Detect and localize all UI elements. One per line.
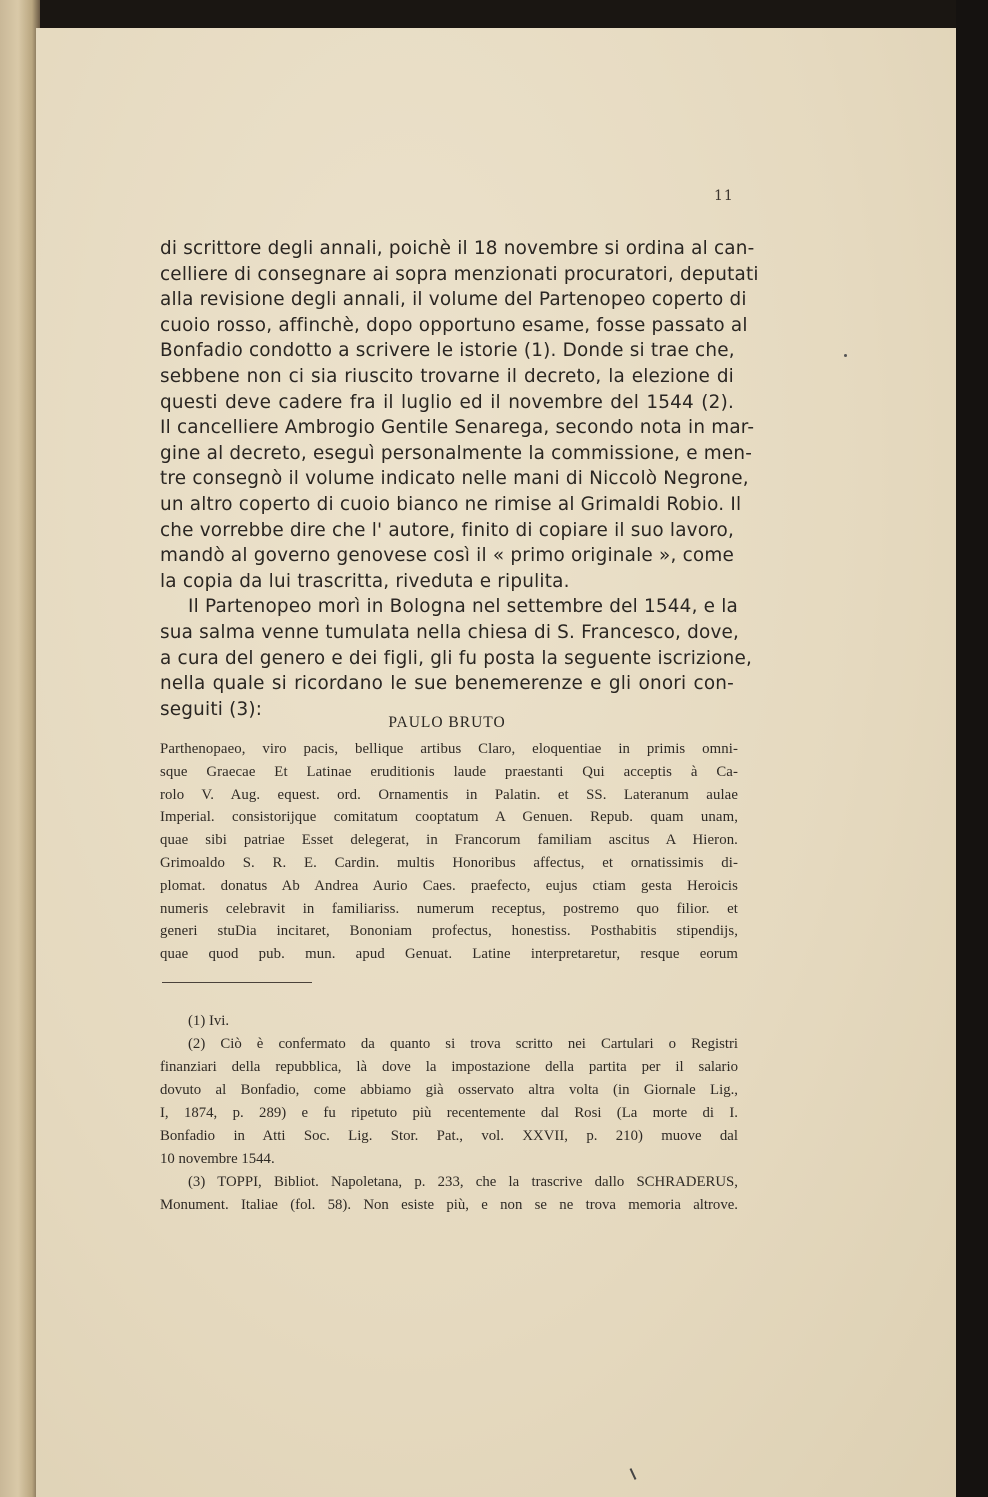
- inscription-line: numeris celebravit in familiariss. numerum receptus, postremo quo filior. et: [160, 900, 738, 917]
- inscription-line: quae quod pub. mun. apud Genuat. Latine interpretaretur, resque eorum: [160, 946, 738, 963]
- footnote-1: (1) Ivi.: [188, 1013, 230, 1029]
- body-line: mandò al governo genovese così il « primo originale », come: [160, 545, 734, 567]
- inscription-title: PAULO BRUTO: [388, 714, 506, 731]
- inscription-line: Parthenopaeo, viro pacis, bellique artibus Claro, eloquentiae in primis omni-: [160, 741, 738, 757]
- book-gutter: [0, 0, 40, 1497]
- body-line: sua salma venne tumulata nella chiesa di S. Francesco, dove,: [160, 621, 740, 643]
- page-right-edge: [956, 0, 988, 1497]
- footnote-2-line: 10 novembre 1544.: [160, 1151, 275, 1167]
- footnotes: [160, 1010, 738, 1217]
- body-line: tre consegnò il volume indicato nelle mani di Niccolò Negrone,: [160, 468, 749, 490]
- footnote-2-line: I, 1874, p. 289) e fu ripetuto più recentemente dal Rosi (La morte di I.: [160, 1105, 738, 1121]
- footnote-divider: [162, 982, 312, 983]
- body-line: celliere di consegnare ai sopra menzionati procuratori, deputati: [160, 263, 759, 285]
- inscription-line: sque Graecae Et Latinae eruditionis laude praestanti Qui acceptis à Ca-: [160, 763, 738, 780]
- body-line: Bonfadio condotto a scrivere le istorie (1). Donde si trae che,: [160, 340, 735, 362]
- body-line: a cura del genero e dei figli, gli fu posta la seguente iscrizione,: [160, 647, 753, 669]
- inscription-line: rolo V. Aug. equest. ord. Ornamentis in Palatin. et SS. Lateranum aulae: [160, 786, 738, 803]
- inscription-line: quae sibi patriae Esset delegerat, in Francorum familiam ascitus A Hieron.: [160, 832, 738, 849]
- body-line: questi deve cadere fra il luglio ed il novembre del 1544 (2).: [160, 391, 734, 413]
- inscription-line: generi stuDia incitaret, Bononiam profectus, honestiss. Posthabitis stipendijs,: [160, 923, 738, 940]
- footnote-2-line: finanziari della repubblica, là dove la impostazione della partita per il salario: [160, 1059, 738, 1075]
- inscription-line: Grimoaldo S. R. E. Cardin. multis Honoribus affectus, et ornatissimis di-: [160, 854, 738, 871]
- inscription-line: plomat. donatus Ab Andrea Aurio Caes. praefecto, eujus ctiam gesta Heroicis: [160, 877, 738, 894]
- inscription-line: Imperial. consistorijque comitatum cooptatum A Genuen. Repub. quam unam,: [160, 809, 738, 826]
- inscription-text: [160, 738, 738, 966]
- body-line: di scrittore degli annali, poichè il 18 novembre si ordina al can-: [160, 238, 755, 259]
- body-text: [160, 236, 759, 722]
- body-line: alla revisione degli annali, il volume del Partenopeo coperto di: [160, 289, 747, 311]
- body-line: Il cancelliere Ambrogio Gentile Senarega, secondo nota in mar-: [160, 417, 755, 439]
- body-line: Il Partenopeo morì in Bologna nel settembre del 1544, e la: [188, 596, 739, 618]
- body-line: seguiti (3):: [160, 698, 263, 720]
- body-line: un altro coperto di cuoio bianco ne rimise al Grimaldi Robio. Il: [160, 493, 742, 515]
- body-line: cuoio rosso, affinchè, dopo opportuno esame, fosse passato al: [160, 314, 748, 336]
- footnote-2-line: (2) Ciò è confermato da quanto si trova scritto nei Cartulari o Registri: [188, 1036, 738, 1052]
- footnote-2-line: Bonfadio in Atti Soc. Lig. Stor. Pat., vol. XXVII, p. 210) muove dal: [160, 1128, 738, 1144]
- footnote-3-line: Monument. Italiae (fol. 58). Non esiste più, e non se ne trova memoria altrove.: [160, 1197, 738, 1213]
- page-number: 11: [714, 188, 734, 204]
- body-line: nella quale si ricordano le sue benemerenze e gli onori con-: [160, 673, 734, 695]
- body-line: che vorrebbe dire che l' autore, finito di copiare il suo lavoro,: [160, 519, 735, 541]
- ink-speck: [844, 354, 847, 357]
- footnote-3-line: (3) TOPPI, Bibliot. Napoletana, p. 233, che la trascrive dallo SCHRADERUS,: [188, 1174, 738, 1190]
- body-line: gine al decreto, eseguì personalmente la commissione, e men-: [160, 442, 753, 464]
- footnote-2-line: dovuto al Bonfadio, come abbiamo già osservato altra volta (in Giornale Lig.,: [160, 1082, 738, 1098]
- body-line: la copia da lui trascritta, riveduta e ripulita.: [160, 570, 570, 592]
- body-line: sebbene non ci sia riuscito trovarne il decreto, la elezione di: [160, 365, 734, 387]
